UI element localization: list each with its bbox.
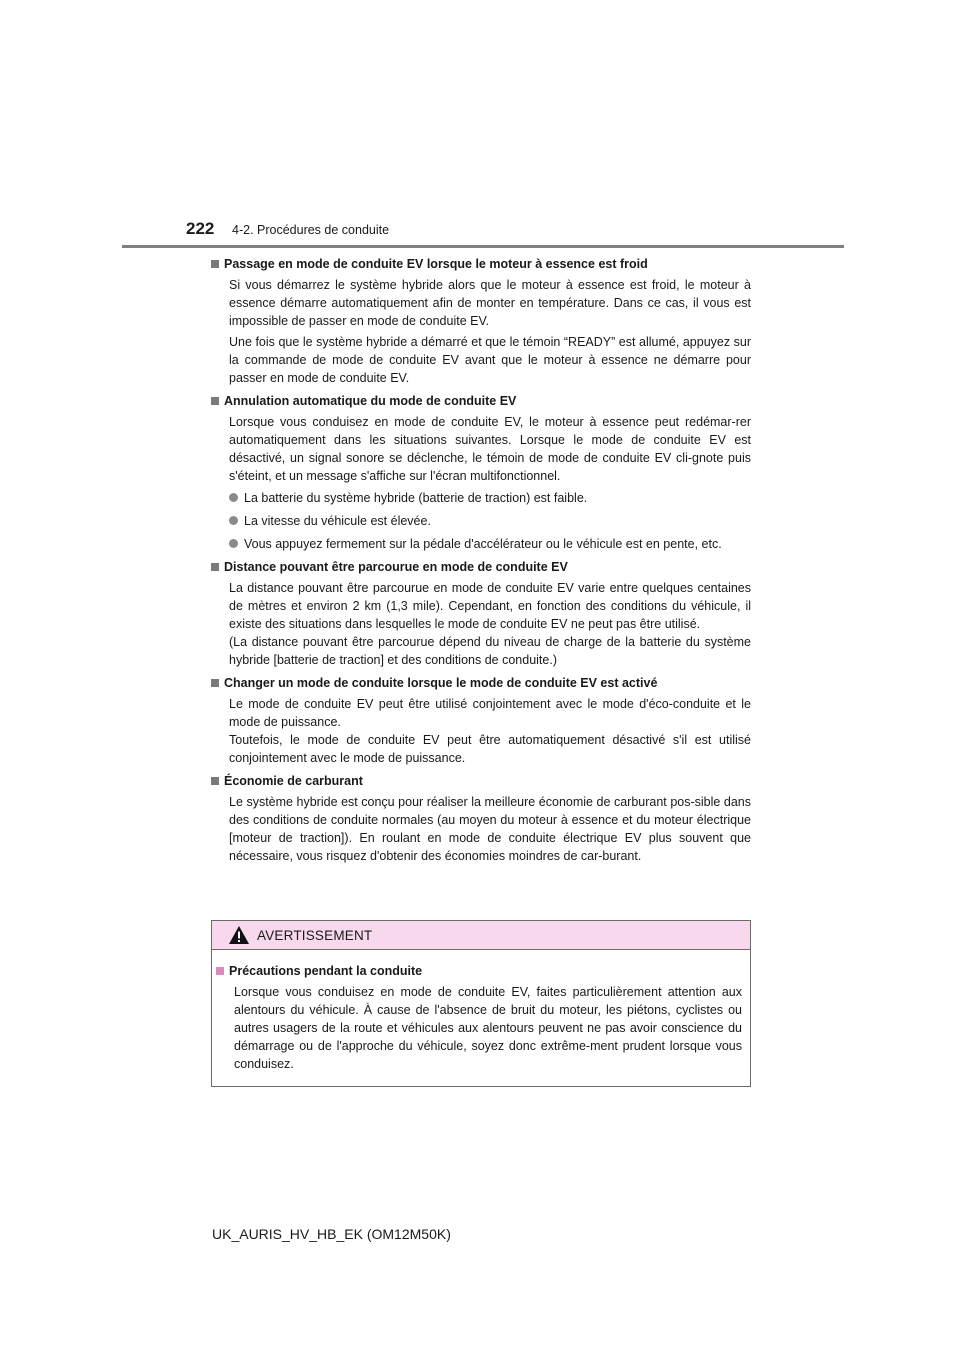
warning-header [212,921,750,950]
warning-text: Lorsque vous conduisez en mode de conduite EV, faites particulièrement attention aux alentours du véhicule. À cause de l'absence de bruit du moteur, les piétons, cyclistes ou autres usagers de la route et véhicules aux alentours peuvent ne pas avoir conscience du démarrage ou de l'approche du véhicule, soyez donc extrême-ment prudent lorsque vous conduisez. [234,985,742,1071]
list-item: La vitesse du véhicule est élevée. [229,512,751,530]
paragraph: La distance pouvant être parcourue en mode de conduite EV varie entre quelques centaines de mètres et environ 2 km (1,3 mile). Cependant, en fonction des conditions du véhicule, il existe des situations dans lesquelles le mode de conduite EV ne peut pas être utilisé. [229,581,751,631]
square-bullet-icon [211,563,219,571]
square-bullet-icon [211,260,219,268]
paragraph: Si vous démarrez le système hybride alors que le moteur à essence est froid, le moteur à essence démarre automatiquement afin de monter en température. Dans ce cas, il vous est impossible de passer en mode de conduite EV. [229,278,751,328]
square-bullet-icon [216,967,224,975]
header-divider [122,245,844,248]
square-bullet-icon [211,679,219,687]
paragraph: Une fois que le système hybride a démarré et que le témoin “READY” est allumé, appuyez sur la commande de mode de conduite EV avant que le moteur à essence ne démarre pour passer en mode de conduite EV. [229,335,751,385]
square-bullet-icon [211,397,219,405]
section-ev-cold-engine [211,255,751,387]
circle-bullet-icon [229,539,238,548]
section-title: 4-2. Procédures de conduite [232,223,390,237]
section-auto-cancel [211,392,751,553]
square-bullet-icon [211,777,219,785]
list-item: La batterie du système hybride (batterie de traction) est faible. [229,489,751,507]
paragraph: Toutefois, le mode de conduite EV peut être automatiquement désactivé s'il est utilisé conjointement avec le mode de puissance. [229,733,751,765]
warning-triangle-icon [228,925,250,945]
circle-bullet-icon [229,516,238,525]
warning-label: AVERTISSEMENT [257,927,373,943]
section-heading: Changer un mode de conduite lorsque le mode de conduite EV est activé [224,676,658,690]
warning-box [211,920,751,1087]
paragraph: (La distance pouvant être parcourue dépend du niveau de charge de la batterie du système hybride [batterie de traction] et des conditions de conduite.) [229,635,751,667]
section-heading: Distance pouvant être parcourue en mode de conduite EV [224,560,568,574]
section-heading: Économie de carburant [224,774,363,788]
section-change-mode [211,674,751,767]
page-header [0,218,960,248]
circle-bullet-icon [229,493,238,502]
section-heading: Passage en mode de conduite EV lorsque le moteur à essence est froid [224,257,648,271]
page-number: 222 [186,219,215,238]
section-ev-distance [211,558,751,669]
document-code: UK_AURIS_HV_HB_EK (OM12M50K) [212,1226,451,1242]
paragraph: Lorsque vous conduisez en mode de conduite EV, le moteur à essence peut redémar-rer automatiquement dans les situations suivantes. Lorsque le mode de conduite EV est désactivé, un signal sonore se déclenche, le témoin de mode de conduite EV cli-gnote puis s'éteint, et un message s'affiche sur l'écran multifonctionnel. [229,415,751,483]
section-heading: Annulation automatique du mode de conduite EV [224,394,517,408]
paragraph: Le mode de conduite EV peut être utilisé conjointement avec le mode d'éco-conduite et le mode de puissance. [229,697,751,729]
warning-heading: Précautions pendant la conduite [229,964,423,978]
main-content [211,255,751,870]
section-fuel-economy [211,772,751,865]
list-item: Vous appuyez fermement sur la pédale d'accélérateur ou le véhicule est en pente, etc. [229,535,751,553]
paragraph: Le système hybride est conçu pour réaliser la meilleure économie de carburant pos-sible dans des conditions de conduite normales (au moyen du moteur à essence et du moteur électrique [moteur de traction]). En roulant en mode de conduite électrique EV plus souvent que nécessaire, vous risquez d'obtenir des économies moindres de car-burant. [229,795,751,863]
